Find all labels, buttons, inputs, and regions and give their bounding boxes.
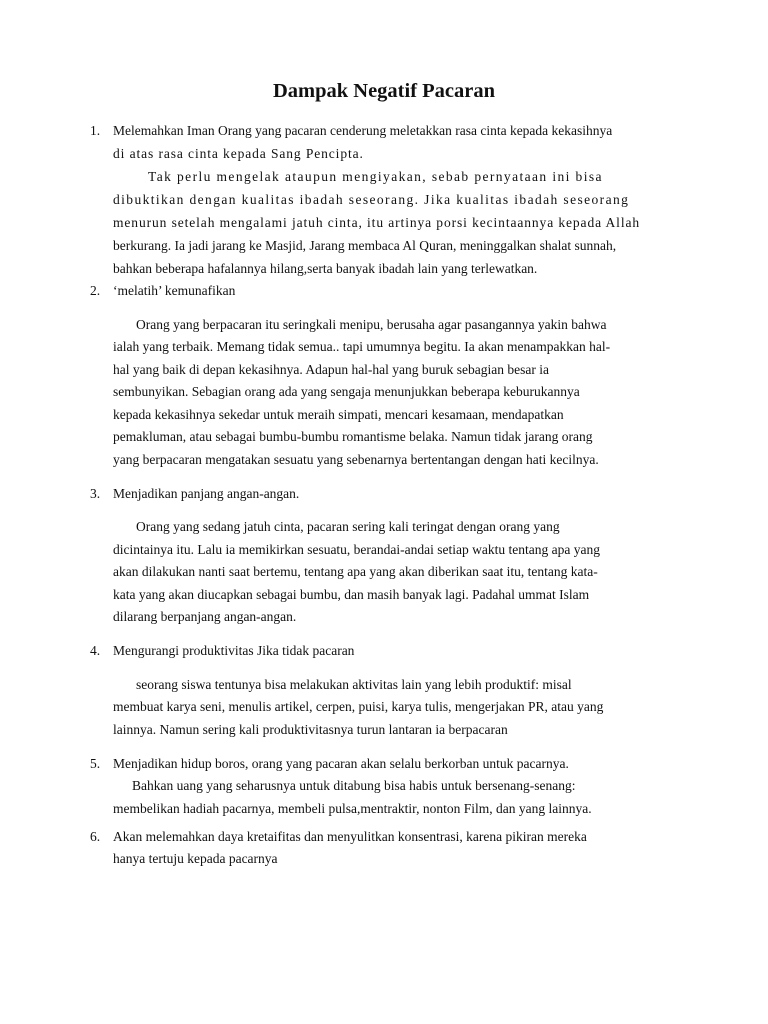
item-1-line-2: di atas rasa cinta kepada Sang Pencipta. [113, 146, 364, 161]
item-3-line-4: kata yang akan diucapkan sebagai bumbu, dan masih banyak lagi. Padahal ummat Islam [113, 587, 590, 602]
item-3-line-1: Orang yang sedang jatuh cinta, pacaran sering kali teringat dengan orang yang [136, 519, 560, 534]
item-2-line-7: yang berpacaran mengatakan sesuatu yang sebenarnya bertentangan dengan hati kecilnya. [113, 452, 599, 467]
item-2-line-1: Orang yang berpacaran itu seringkali menipu, berusaha agar pasangannya yakin bahwa [136, 317, 607, 332]
item-3-line-2: dicintainya itu. Lalu ia memikirkan sesuatu, berandai-andai setiap waktu tentang apa yang [113, 542, 600, 557]
item-4-heading: Mengurangi produktivitas Jika tidak pacaran [113, 643, 355, 658]
list-number-4: 4. [90, 643, 101, 658]
item-1-line-5: menurun setelah mengalami jatuh cinta, itu artinya porsi kecintaannya kepada Allah [113, 215, 641, 230]
item-5-line-2: Bahkan uang yang seharusnya untuk ditabung bisa habis untuk bersenang-senang: [132, 778, 576, 793]
item-5-line-1: Menjadikan hidup boros, orang yang pacaran akan selalu berkorban untuk pacarnya. [113, 756, 569, 771]
item-3-line-5: dilarang berpanjang angan-angan. [113, 609, 297, 624]
item-1-line-6: berkurang. Ia jadi jarang ke Masjid, Jarang membaca Al Quran, meninggalkan shalat sunnah, [113, 238, 617, 253]
item-6-line-2: hanya tertuju kepada pacarnya [113, 851, 278, 866]
item-1-line-3: Tak perlu mengelak ataupun mengiyakan, sebab pernyataan ini bisa [148, 169, 603, 184]
item-1-line-7: bahkan beberapa hafalannya hilang,serta banyak ibadah lain yang terlewatkan. [113, 261, 538, 276]
item-5-line-3: membelikan hadiah pacarnya, membeli pulsa,mentraktir, nonton Film, dan yang lainnya. [113, 801, 592, 816]
item-2-line-5: kepada kekasihnya sekedar untuk meraih simpati, mencari kesamaan, mendapatkan [113, 407, 564, 422]
item-6-line-1: Akan melemahkan daya kretaifitas dan menyulitkan konsentrasi, karena pikiran mereka [113, 829, 587, 844]
item-2-line-4: sembunyikan. Sebagian orang ada yang sengaja menunjukkan beberapa keburukannya [113, 384, 580, 399]
list-number-1: 1. [90, 123, 101, 138]
list-number-2: 2. [90, 283, 101, 298]
list-number-3: 3. [90, 486, 101, 501]
item-3-line-3: akan dilakukan nanti saat bertemu, tentang apa yang akan diberikan saat itu, tentang kata- [113, 564, 598, 579]
item-2-line-2: ialah yang terbaik. Memang tidak semua.. tapi umumnya begitu. Ia akan menampakkan hal- [113, 339, 611, 354]
item-4-line-3: lainnya. Namun sering kali produktivitasnya turun lantaran ia berpacaran [113, 722, 508, 737]
page-title: Dampak Negatif Pacaran [272, 80, 496, 102]
item-2-line-6: pemakluman, atau sebagai bumbu-bumbu romantisme belaka. Namun tidak jarang orang [113, 429, 593, 444]
item-2-line-3: hal yang baik di depan kekasihnya. Adapun hal-hal yang buruk sebagian besar ia [113, 362, 549, 377]
item-3-heading: Menjadikan panjang angan-angan. [113, 486, 300, 501]
item-1-line-1: Melemahkan Iman Orang yang pacaran cenderung meletakkan rasa cinta kepada kekasihnya [113, 123, 613, 138]
list-number-5: 5. [90, 756, 101, 771]
item-1-line-4: dibuktikan dengan kualitas ibadah seseorang. Jika kualitas ibadah seseorang [113, 192, 630, 207]
item-4-line-1: seorang siswa tentunya bisa melakukan aktivitas lain yang lebih produktif: misal [136, 677, 572, 692]
item-2-heading: ‘melatih’ kemunafikan [113, 283, 236, 298]
item-4-line-2: membuat karya seni, menulis artikel, cerpen, puisi, karya tulis, mengerjakan PR, atau yang [113, 699, 604, 714]
list-number-6: 6. [90, 829, 101, 844]
